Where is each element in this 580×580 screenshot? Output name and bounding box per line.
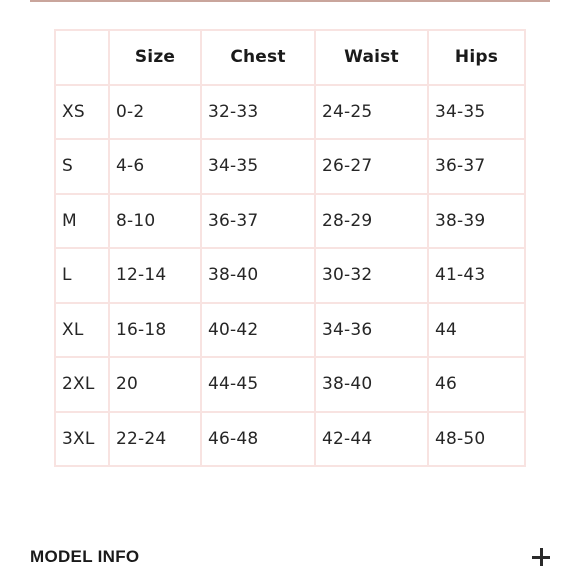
chest-cell: 46-48 bbox=[201, 412, 315, 467]
hips-cell: 34-35 bbox=[428, 85, 525, 140]
header-cell-waist: Waist bbox=[315, 30, 428, 85]
table-row bbox=[55, 139, 525, 194]
chest-cell: 40-42 bbox=[201, 303, 315, 358]
table-row bbox=[55, 357, 525, 412]
size-label-cell: 3XL bbox=[55, 412, 109, 467]
table-header-row bbox=[55, 30, 525, 85]
size-cell: 4-6 bbox=[109, 139, 201, 194]
chest-cell: 34-35 bbox=[201, 139, 315, 194]
waist-cell: 28-29 bbox=[315, 194, 428, 249]
waist-cell: 26-27 bbox=[315, 139, 428, 194]
size-label-cell: XS bbox=[55, 85, 109, 140]
size-label-cell: 2XL bbox=[55, 357, 109, 412]
size-cell: 16-18 bbox=[109, 303, 201, 358]
size-label-cell: S bbox=[55, 139, 109, 194]
hips-cell: 44 bbox=[428, 303, 525, 358]
hips-cell: 46 bbox=[428, 357, 525, 412]
waist-cell: 30-32 bbox=[315, 248, 428, 303]
size-label-cell: M bbox=[55, 194, 109, 249]
chest-cell: 38-40 bbox=[201, 248, 315, 303]
size-cell: 12-14 bbox=[109, 248, 201, 303]
chest-cell: 36-37 bbox=[201, 194, 315, 249]
hips-cell: 36-37 bbox=[428, 139, 525, 194]
size-cell: 20 bbox=[109, 357, 201, 412]
chest-cell: 32-33 bbox=[201, 85, 315, 140]
table-row bbox=[55, 248, 525, 303]
table-row bbox=[55, 303, 525, 358]
size-label-cell: L bbox=[55, 248, 109, 303]
size-cell: 22-24 bbox=[109, 412, 201, 467]
hips-cell: 41-43 bbox=[428, 248, 525, 303]
model-info-accordion[interactable] bbox=[30, 542, 550, 572]
table-row bbox=[55, 412, 525, 467]
size-cell: 8-10 bbox=[109, 194, 201, 249]
size-chart-table bbox=[54, 29, 526, 467]
waist-cell: 42-44 bbox=[315, 412, 428, 467]
size-label-cell: XL bbox=[55, 303, 109, 358]
header-cell-size: Size bbox=[109, 30, 201, 85]
header-cell-chest: Chest bbox=[201, 30, 315, 85]
hips-cell: 38-39 bbox=[428, 194, 525, 249]
table-row bbox=[55, 85, 525, 140]
waist-cell: 24-25 bbox=[315, 85, 428, 140]
model-info-label: MODEL INFO bbox=[30, 547, 140, 566]
header-cell-empty bbox=[55, 30, 109, 85]
hips-cell: 48-50 bbox=[428, 412, 525, 467]
chest-cell: 44-45 bbox=[201, 357, 315, 412]
header-cell-hips: Hips bbox=[428, 30, 525, 85]
top-divider bbox=[30, 0, 550, 2]
waist-cell: 34-36 bbox=[315, 303, 428, 358]
size-cell: 0-2 bbox=[109, 85, 201, 140]
plus-icon[interactable] bbox=[532, 548, 550, 566]
table-row bbox=[55, 194, 525, 249]
waist-cell: 38-40 bbox=[315, 357, 428, 412]
